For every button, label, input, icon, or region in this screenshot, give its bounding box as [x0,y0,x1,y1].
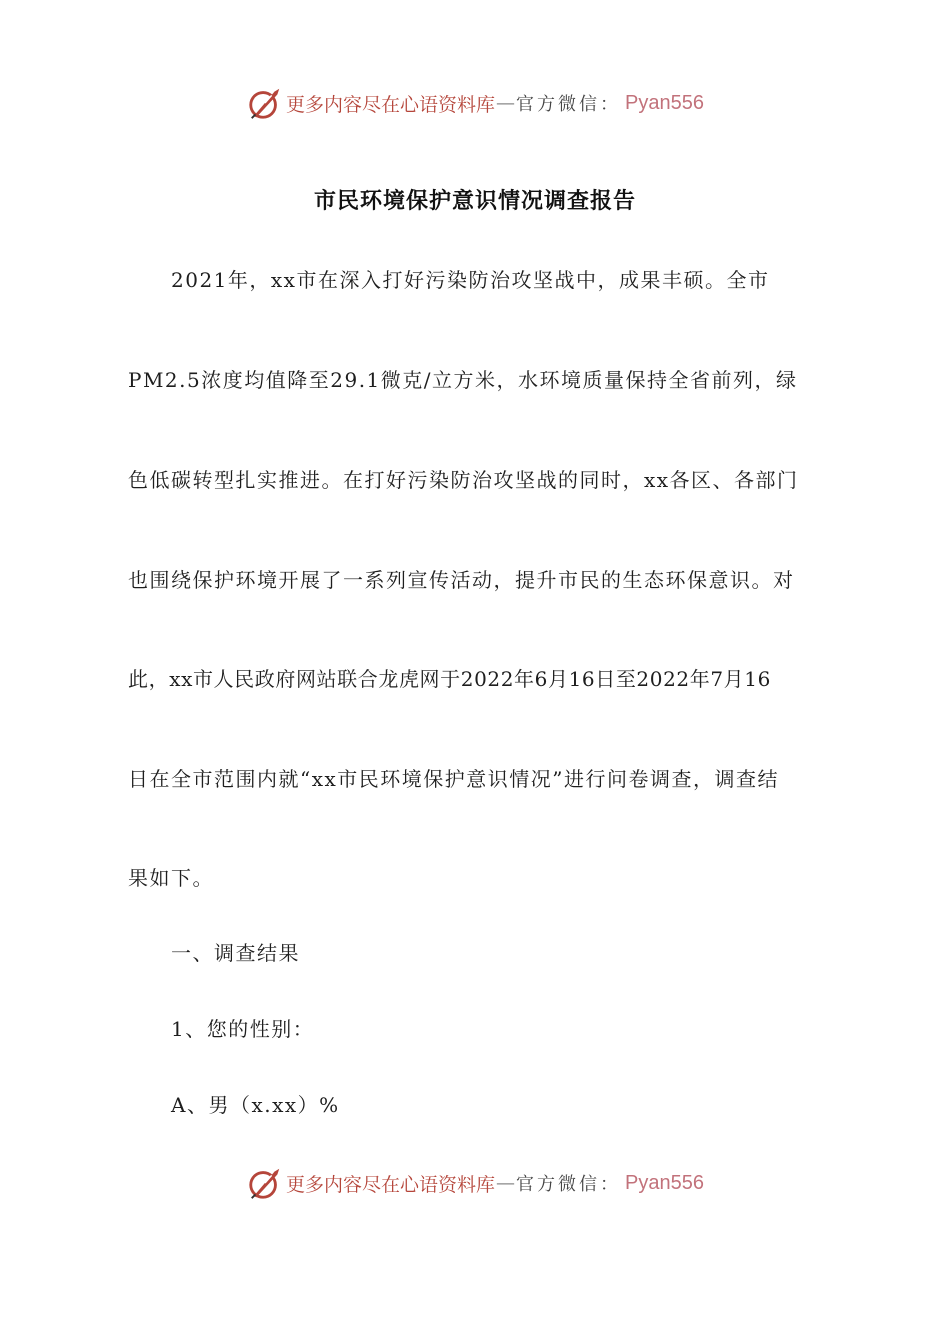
document-title: 市民环境保护意识情况调查报告 [313,188,636,214]
quill-pen-logo-icon [246,84,284,122]
banner-title: 更多内容尽在心语资料库 [286,1173,496,1196]
banner-wechat-id: Pyan556 [625,91,704,114]
banner-wechat-label: 官方微信： [516,1174,622,1195]
header-banner [0,83,950,123]
quill-pen-logo-icon [246,1164,284,1202]
intro-line: 此，xx市人民政府网站联合龙虎网于2022年6月16日至2022年7月16 [128,667,771,691]
intro-line: 色低碳转型扎实推进。在打好污染防治攻坚战的同时，xx各区、各部门 [128,468,799,492]
intro-line: 2021年，xx市在深入打好污染防治攻坚战中，成果丰硕。全市 [171,268,770,292]
banner-wechat-label: 官方微信： [516,94,622,115]
intro-line: 果如下。 [128,866,214,890]
banner-wechat-id: Pyan556 [625,1171,704,1194]
option-a-male: A、男（x.xx）% [171,1093,340,1117]
intro-line: PM2.5浓度均值降至29.1微克/立方米，水环境质量保持全省前列，绿 [128,368,798,392]
question-gender: 1、您的性别： [171,1017,315,1041]
intro-line: 也围绕保护环境开展了一系列宣传活动，提升市民的生态环保意识。对 [128,568,795,592]
banner-title: 更多内容尽在心语资料库 [286,93,496,116]
banner-dash: — [496,92,516,114]
section-heading: 一、调查结果 [171,941,300,965]
banner-dash: — [496,1172,516,1194]
footer-banner [0,1163,950,1203]
intro-line: 日在全市范围内就“xx市民环境保护意识情况”进行问卷调查，调查结 [128,767,780,791]
